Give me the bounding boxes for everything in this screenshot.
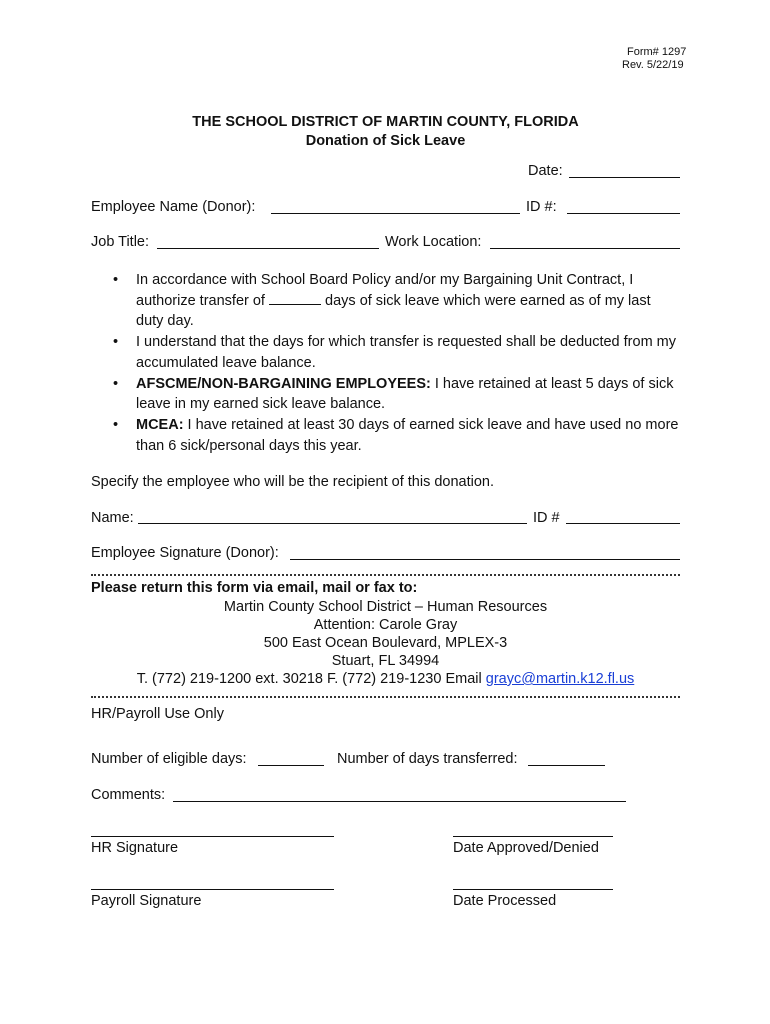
statement-text: In accordance with School Board Policy and/or my Bargaining Unit Contract, I authorize transfer of (136, 272, 634, 309)
employee-id-label: ID #: (526, 199, 557, 215)
days-transferred-label: Number of days transferred: (337, 751, 518, 767)
form-title: Donation of Sick Leave (305, 133, 466, 149)
return-line-city: Stuart, FL 34994 (331, 653, 440, 669)
days-transfer-blank[interactable] (269, 292, 321, 305)
days-transferred-field[interactable] (528, 765, 605, 766)
return-line-department: Martin County School District – Human Resources (223, 599, 548, 615)
return-line-address: 500 East Ocean Boulevard, MPLEX-3 (263, 635, 508, 651)
recipient-id-label: ID # (533, 510, 560, 526)
recipient-name-field[interactable] (138, 523, 527, 524)
statement-afscme (91, 374, 681, 415)
bullet-icon: • (113, 416, 119, 433)
employee-name-label: Employee Name (Donor): (91, 199, 256, 215)
statement-text: I have retained at least 5 days of sick leave in my earned sick leave balance. (136, 375, 674, 413)
date-approved-label: Date Approved/Denied (453, 840, 599, 856)
recipient-id-field[interactable] (566, 523, 680, 524)
bullet-icon: • (113, 334, 119, 351)
employee-name-field[interactable] (271, 213, 520, 214)
dotted-separator (91, 696, 680, 698)
date-label: Date: (528, 163, 563, 179)
form-revision: Rev. 5/22/19 (622, 59, 684, 71)
hr-signature-line[interactable] (91, 836, 334, 837)
statement-authorize-transfer (91, 270, 681, 332)
district-title: THE SCHOOL DISTRICT OF MARTIN COUNTY, FLORIDA (192, 114, 579, 130)
statement-mcea (91, 415, 681, 456)
recipient-name-label: Name: (91, 510, 134, 526)
statement-deduction (91, 332, 681, 373)
statement-bold-label: MCEA: (136, 416, 184, 433)
form-number: Form# 1297 (627, 46, 687, 58)
date-processed-line[interactable] (453, 889, 613, 890)
date-processed-label: Date Processed (453, 893, 557, 909)
work-location-label: Work Location: (385, 234, 482, 250)
return-heading: Please return this form via email, mail or fax to: (91, 580, 418, 596)
job-title-field[interactable] (157, 248, 379, 249)
return-line-attention: Attention: Carole Gray (313, 617, 458, 633)
statement-text: days of sick leave which were earned as of my last duty day. (136, 292, 651, 330)
contact-phone-fax: T. (772) 219-1200 ext. 30218 F. (772) 219-1230 Email (136, 671, 486, 687)
authorization-statements (91, 270, 681, 456)
eligible-days-label: Number of eligible days: (91, 751, 247, 767)
date-approved-line[interactable] (453, 836, 613, 837)
dotted-separator (91, 574, 680, 576)
payroll-signature-line[interactable] (91, 889, 334, 890)
bullet-icon: • (113, 272, 119, 288)
donor-signature-field[interactable] (290, 559, 680, 560)
eligible-days-field[interactable] (258, 765, 324, 766)
comments-label: Comments: (91, 787, 166, 803)
return-contact-line (91, 671, 680, 687)
statement-text: I have retained at least 30 days of earned sick leave and have used no more than 6 sick/personal days this year. (136, 416, 679, 454)
comments-field[interactable] (173, 801, 626, 802)
employee-id-field[interactable] (567, 213, 680, 214)
hr-payroll-heading: HR/Payroll Use Only (91, 706, 224, 722)
date-field[interactable] (569, 177, 680, 178)
donor-signature-label: Employee Signature (Donor): (91, 545, 279, 561)
bullet-icon: • (113, 375, 119, 392)
job-title-label: Job Title: (91, 234, 150, 250)
email-link[interactable]: grayc@martin.k12.fl.us (485, 671, 635, 687)
work-location-field[interactable] (490, 248, 680, 249)
statement-bold-label: AFSCME/NON-BARGAINING EMPLOYEES: (136, 375, 431, 392)
payroll-signature-label: Payroll Signature (91, 893, 202, 909)
statement-text: I understand that the days for which transfer is requested shall be deducted from my accumulated leave balance. (136, 334, 677, 371)
hr-signature-label: HR Signature (91, 840, 179, 856)
recipient-instruction: Specify the employee who will be the recipient of this donation. (91, 474, 495, 490)
